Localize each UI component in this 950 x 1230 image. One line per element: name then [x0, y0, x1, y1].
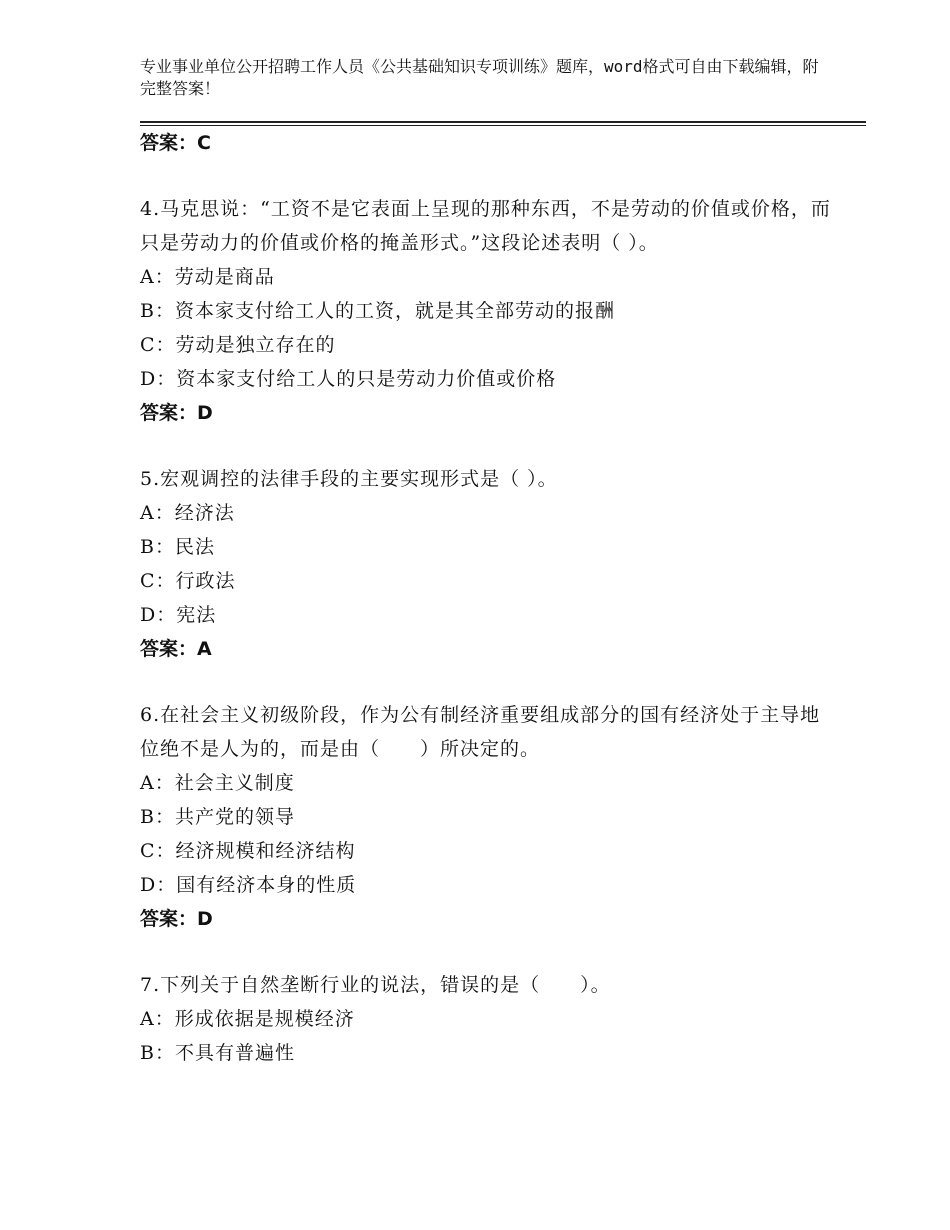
option-a: A：形成依据是规模经济	[140, 1008, 355, 1030]
option-b: B：民法	[140, 536, 215, 558]
question-text: 4.马克思说：“工资不是它表面上呈现的那种东西，不是劳动的价值或价格，而只是劳动力的价值或价格的掩盖形式。”这段论述表明（ ）。	[140, 198, 831, 254]
option-d: D：资本家支付给工人的只是劳动力价值或价格	[140, 368, 557, 390]
option-c: C：经济规模和经济结构	[140, 840, 356, 862]
answer-label: 答案：D	[140, 908, 213, 930]
question-text: 5.宏观调控的法律手段的主要实现形式是（ ）。	[140, 468, 558, 490]
header-rule-thick	[140, 121, 866, 123]
option-a: A：社会主义制度	[140, 772, 295, 794]
option-a: A：经济法	[140, 502, 235, 524]
option-c: C：劳动是独立存在的	[140, 334, 336, 356]
option-d: D：国有经济本身的性质	[140, 874, 357, 896]
option-b: B：共产党的领导	[140, 806, 295, 828]
question-4	[140, 192, 840, 430]
answer-label: 答案：D	[140, 402, 213, 424]
question-6	[140, 698, 840, 936]
option-b: B：不具有普遍性	[140, 1042, 295, 1064]
answer-label: 答案：A	[140, 638, 212, 660]
option-c: C：行政法	[140, 570, 236, 592]
page-header: 专业事业单位公开招聘工作人员《公共基础知识专项训练》题库，word格式可自由下载编辑，附完整答案！	[140, 57, 819, 98]
question-7	[140, 968, 840, 1070]
answer-label: 答案：C	[140, 132, 211, 154]
question-text: 6.在社会主义初级阶段，作为公有制经济重要组成部分的国有经济处于主导地位绝不是人为的，而是由（ ）所决定的。	[140, 704, 821, 760]
option-b: B：资本家支付给工人的工资，就是其全部劳动的报酬	[140, 300, 615, 322]
question-5	[140, 462, 840, 666]
option-a: A：劳动是商品	[140, 266, 275, 288]
question-list	[140, 126, 840, 1070]
option-d: D：宪法	[140, 604, 217, 626]
question-text: 7.下列关于自然垄断行业的说法，错误的是（ ）。	[140, 974, 611, 996]
